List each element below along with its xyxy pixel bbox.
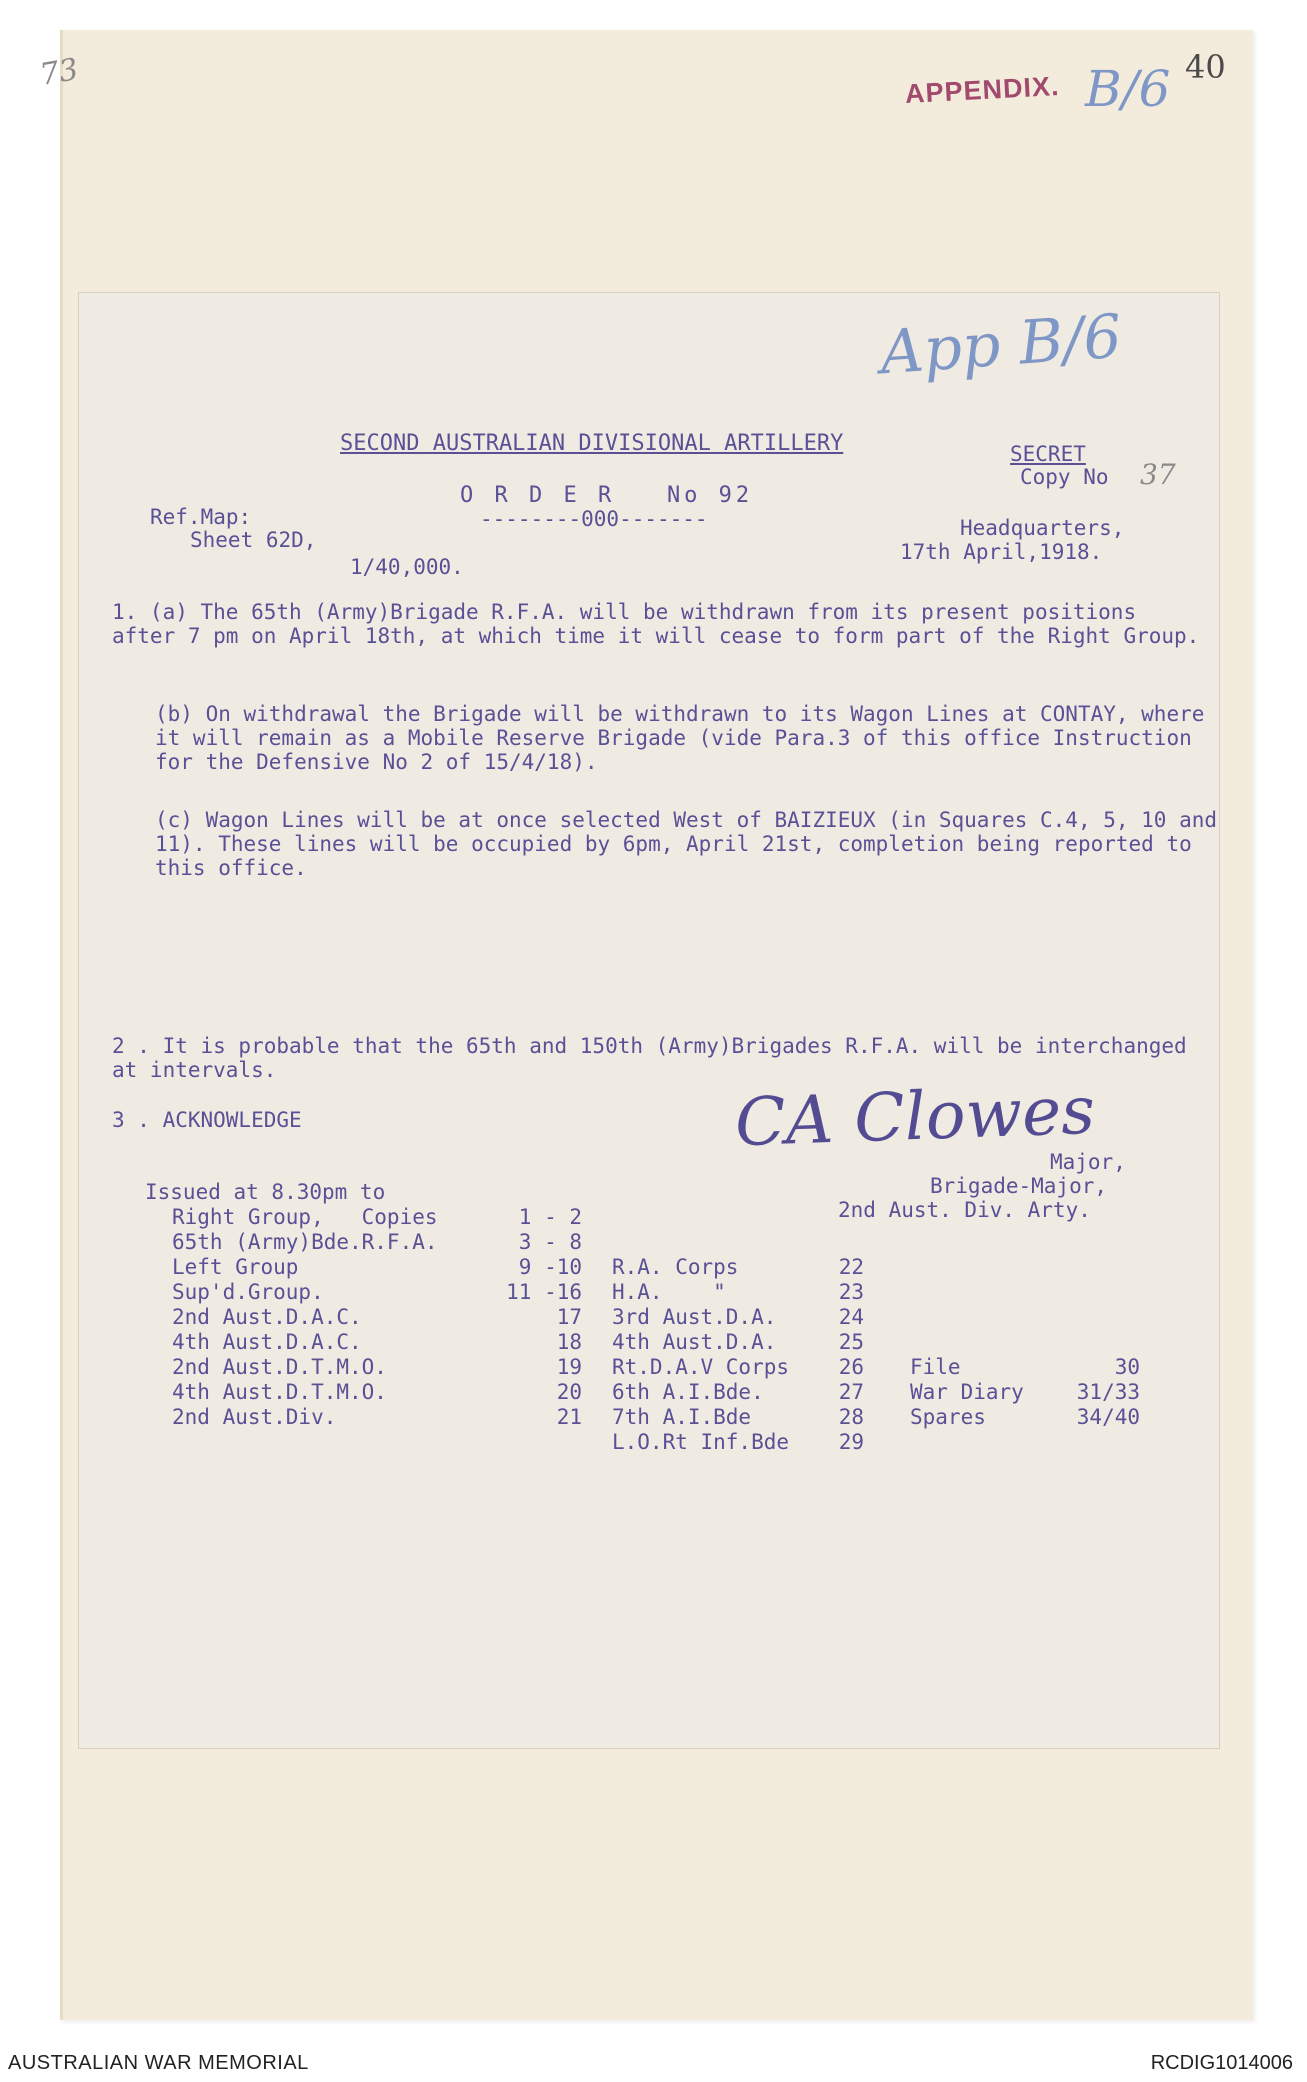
- distribution-row: War Diary 31/33: [910, 1380, 1140, 1404]
- distribution-row: 4th Aust.D.A. 25: [612, 1330, 864, 1354]
- distribution-row: 4th Aust.D.A.C. 18: [172, 1330, 582, 1354]
- distribution-row: Spares 34/40: [910, 1405, 1140, 1429]
- distribution-row: 6th A.I.Bde. 27: [612, 1380, 864, 1404]
- copy-number: 37: [1140, 458, 1176, 491]
- distribution-column-3: [910, 1355, 1140, 1430]
- paragraph-1a: 1. (a) The 65th (Army)Brigade R.F.A. will be withdrawn from its present positions after 7 pm on April 18th, at which time it will cease to form part of the Right Group.: [112, 600, 1200, 648]
- distribution-row: Sup'd.Group. 11 -16: [172, 1280, 582, 1304]
- secret-label: SECRET: [1010, 442, 1086, 466]
- distribution-row: 65th (Army)Bde.R.F.A. 3 - 8: [172, 1230, 582, 1254]
- paragraph-3: 3 . ACKNOWLEDGE: [112, 1108, 302, 1132]
- distribution-row: L.O.Rt Inf.Bde 29: [612, 1430, 864, 1454]
- copy-label: Copy No: [1020, 465, 1109, 489]
- distribution-row: 2nd Aust.Div. 21: [172, 1405, 582, 1429]
- distribution-column-2: [612, 1255, 864, 1455]
- footer-archive-name: AUSTRALIAN WAR MEMORIAL: [8, 2052, 309, 2074]
- app-handwritten: App B/6: [877, 301, 1124, 389]
- distribution-row: 3rd Aust.D.A. 24: [612, 1305, 864, 1329]
- distribution-row: R.A. Corps 22: [612, 1255, 864, 1279]
- distribution-row: 2nd Aust.D.A.C. 17: [172, 1305, 582, 1329]
- pencil-annotation: 73: [37, 51, 81, 94]
- signature-unit: 2nd Aust. Div. Arty.: [838, 1198, 1091, 1222]
- map-sheet: Sheet 62D,: [190, 528, 317, 552]
- map-scale: 1/40,000.: [350, 555, 464, 579]
- distribution-row: 7th A.I.Bde 28: [612, 1405, 864, 1429]
- order-title: O R D E R No 92: [460, 483, 754, 508]
- appendix-stamp: APPENDIX.: [904, 70, 1061, 110]
- paragraph-1c: (c) Wagon Lines will be at once selected West of BAIZIEUX (in Squares C.4, 5, 10 and 11). These lines will be occupied by 6pm, April 21st, completion being reported to this office.: [155, 808, 1218, 880]
- issued-line: Issued at 8.30pm to: [145, 1180, 386, 1204]
- order-date: 17th April,1918.: [900, 540, 1103, 564]
- distribution-column-1: [172, 1205, 582, 1430]
- signature-rank: Major,: [1050, 1150, 1126, 1174]
- signature: CA Clowes: [733, 1071, 1097, 1162]
- signature-title: Brigade-Major,: [930, 1174, 1108, 1198]
- distribution-row: Left Group 9 -10: [172, 1255, 582, 1279]
- paragraph-2: 2 . It is probable that the 65th and 150th (Army)Brigades R.F.A. will be interchanged at intervals.: [112, 1034, 1187, 1082]
- order-rule: --------000-------: [480, 507, 708, 531]
- document-heading: SECOND AUSTRALIAN DIVISIONAL ARTILLERY: [340, 431, 844, 456]
- ref-map: Ref.Map:: [150, 505, 252, 529]
- headquarters: Headquarters,: [960, 516, 1125, 540]
- distribution-row: H.A. " 23: [612, 1280, 864, 1304]
- page-number: 40: [1185, 48, 1226, 86]
- distribution-row: 2nd Aust.D.T.M.O. 19: [172, 1355, 582, 1379]
- paragraph-1b: (b) On withdrawal the Brigade will be withdrawn to its Wagon Lines at CONTAY, where it will remain as a Mobile Reserve Brigade (vide Para.3 of this office Instruction for the Defensive No 2 of 15/4/18).: [155, 702, 1205, 774]
- distribution-row: Rt.D.A.V Corps 26: [612, 1355, 864, 1379]
- appendix-handwritten: B/6: [1085, 60, 1171, 118]
- distribution-row: File 30: [910, 1355, 1140, 1379]
- footer-reference-id: RCDIG1014006: [1150, 2052, 1293, 2074]
- distribution-row: Right Group, Copies 1 - 2: [172, 1205, 582, 1229]
- distribution-row: 4th Aust.D.T.M.O. 20: [172, 1380, 582, 1404]
